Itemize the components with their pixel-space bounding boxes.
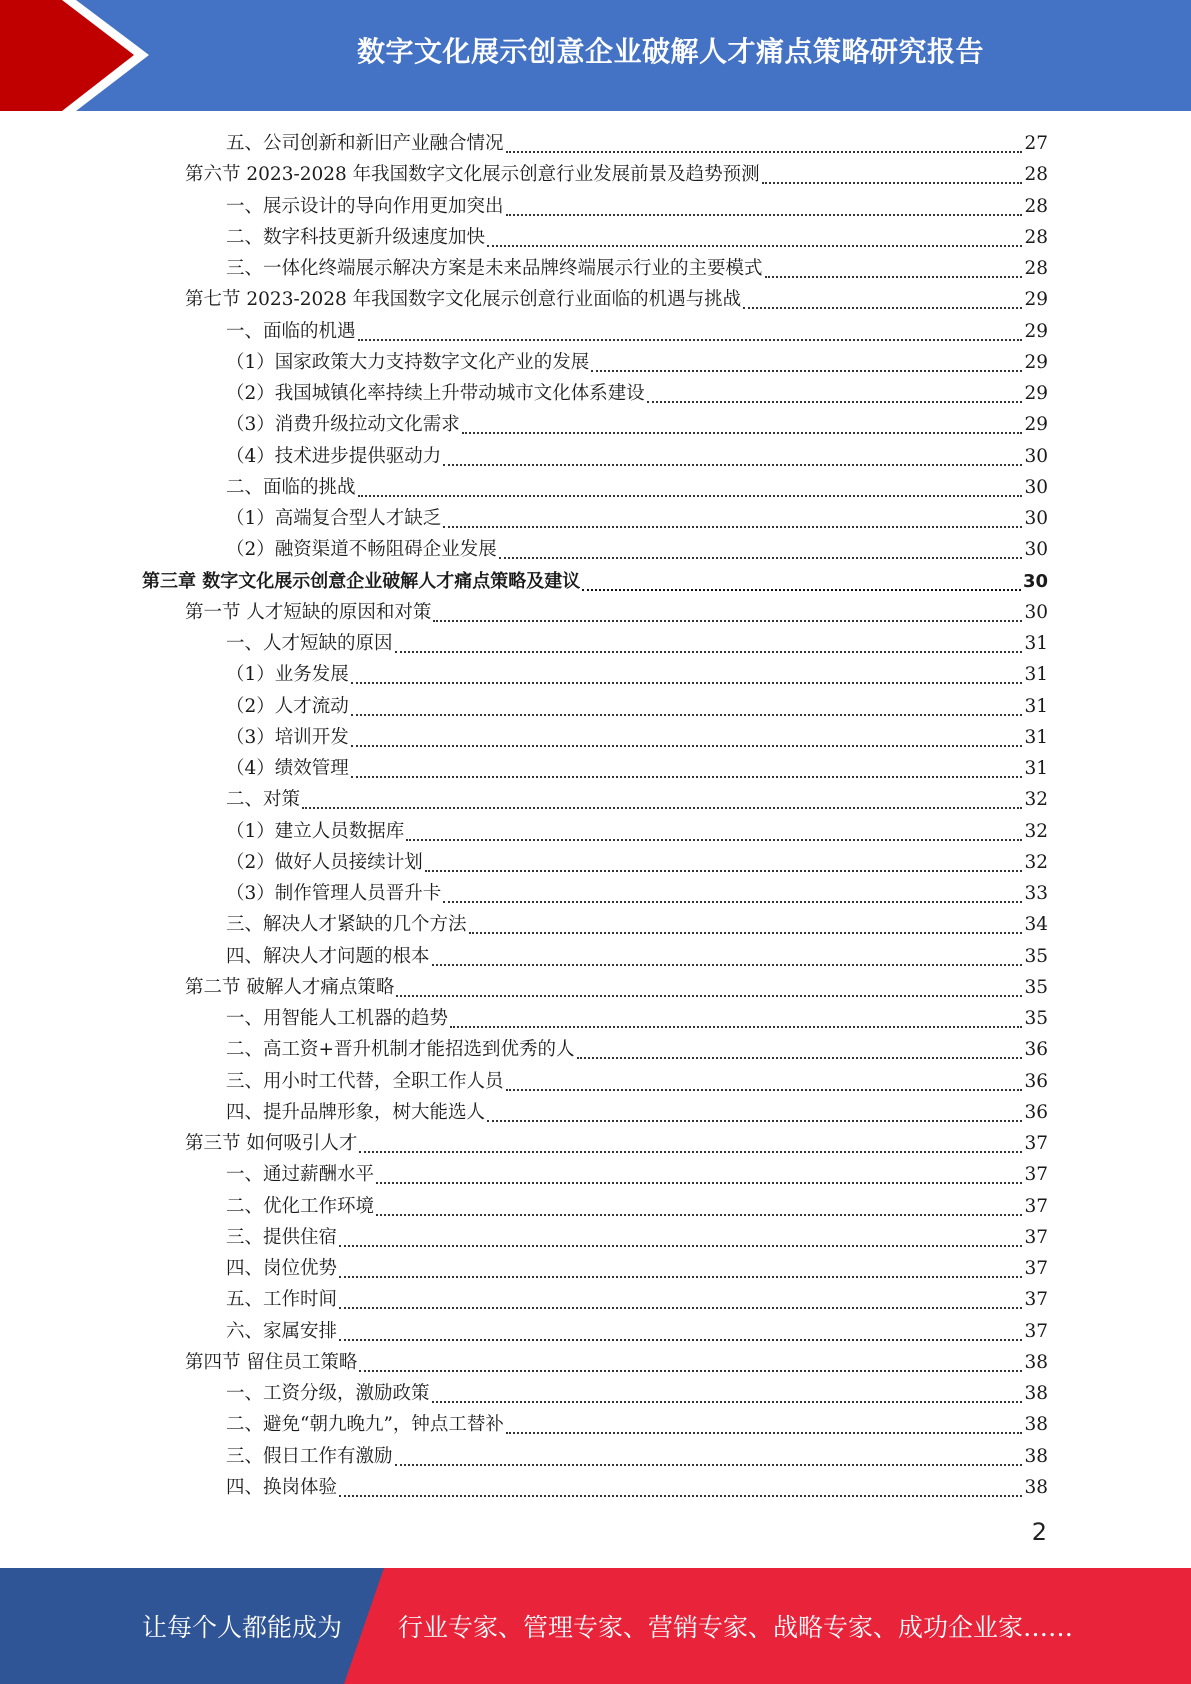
toc-subsection-entry[interactable] <box>226 909 1048 940</box>
toc-entry-page: 38 <box>1024 1445 1048 1467</box>
toc-subsection-entry[interactable] <box>226 503 1048 534</box>
toc-entry-title: 五、公司创新和新旧产业融合情况 <box>226 133 504 154</box>
toc-subsection-entry[interactable] <box>226 691 1048 722</box>
toc-subsection-entry[interactable] <box>226 128 1048 159</box>
toc-dot-leader <box>582 588 1021 591</box>
toc-entry-page: 31 <box>1024 726 1048 748</box>
page-header <box>0 0 1191 111</box>
toc-dot-leader <box>351 681 1023 684</box>
toc-dot-leader <box>462 431 1023 434</box>
toc-entry-title: （4）绩效管理 <box>226 758 349 779</box>
toc-dot-leader <box>506 1088 1023 1091</box>
footer-slogan-right: 行业专家、管理专家、营销专家、战略专家、成功企业家…… <box>398 1613 1074 1642</box>
toc-entry-title: 第六节 2023-2028 年我国数字文化展示创意行业发展前景及趋势预测 <box>185 164 760 186</box>
toc-subsection-entry[interactable] <box>226 378 1048 409</box>
toc-subsection-entry[interactable] <box>226 1066 1048 1097</box>
toc-entry-title: 二、优化工作环境 <box>226 1195 375 1217</box>
toc-subsection-entry[interactable] <box>226 1159 1048 1190</box>
toc-entry-page: 37 <box>1024 1289 1048 1311</box>
toc-entry-title: 二、面临的挑战 <box>226 476 356 498</box>
toc-subsection-entry[interactable] <box>226 1409 1048 1440</box>
report-title: 数字文化展示创意企业破解人才痛点策略研究报告 <box>356 35 984 68</box>
toc-dot-leader <box>450 1025 1022 1028</box>
toc-section-entry[interactable] <box>185 597 1048 628</box>
toc-dot-leader <box>432 1400 1023 1403</box>
toc-dot-leader <box>743 306 1022 309</box>
toc-entry-page: 31 <box>1024 695 1048 717</box>
toc-dot-leader <box>376 1181 1022 1184</box>
toc-entry-page: 28 <box>1024 258 1048 279</box>
toc-entry-page: 29 <box>1024 351 1048 373</box>
toc-dot-leader <box>577 1056 1023 1059</box>
toc-section-entry[interactable] <box>185 159 1048 190</box>
toc-dot-leader <box>396 994 1022 997</box>
toc-entry-page: 37 <box>1024 1164 1048 1186</box>
toc-entry-title: 三、提供住宿 <box>226 1226 338 1248</box>
toc-entry-title: （2）我国城镇化率持续上升带动城市文化体系建设 <box>226 383 645 404</box>
toc-entry-title: 一、工资分级，激励政策 <box>226 1383 430 1404</box>
toc-entry-page: 37 <box>1024 1226 1048 1248</box>
toc-subsection-entry[interactable] <box>226 1284 1048 1315</box>
toc-entry-title: 四、换岗体验 <box>226 1476 338 1498</box>
toc-subsection-entry[interactable] <box>226 253 1048 284</box>
toc-subsection-entry[interactable] <box>226 222 1048 253</box>
toc-entry-title: 第七节 2023-2028 年我国数字文化展示创意行业面临的机遇与挑战 <box>185 289 742 311</box>
toc-entry-page: 31 <box>1024 633 1048 654</box>
toc-entry-title: 六、家属安排 <box>226 1320 338 1342</box>
toc-entry-page: 29 <box>1024 289 1048 311</box>
toc-subsection-entry[interactable] <box>226 347 1048 378</box>
toc-entry-title: （3）消费升级拉动文化需求 <box>226 414 460 436</box>
toc-entry-title: 四、提升品牌形象，树大能选人 <box>226 1101 486 1123</box>
toc-entry-page: 37 <box>1024 1320 1048 1342</box>
toc-entry-page: 30 <box>1024 476 1048 498</box>
toc-subsection-entry[interactable] <box>226 191 1048 222</box>
toc-entry-page: 32 <box>1024 820 1048 842</box>
toc-dot-leader <box>339 1275 1022 1278</box>
toc-entry-page: 35 <box>1024 1008 1048 1029</box>
toc-entry-title: 第二节 破解人才痛点策略 <box>185 976 395 998</box>
toc-dot-leader <box>395 650 1023 653</box>
toc-entry-title: 第三节 如何吸引人才 <box>185 1133 358 1154</box>
toc-entry-title: 二、数字科技更新升级速度加快 <box>226 226 486 248</box>
toc-entry-page: 38 <box>1024 1383 1048 1404</box>
toc-entry-page: 37 <box>1024 1133 1048 1154</box>
toc-entry-page: 30 <box>1024 445 1048 467</box>
toc-dot-leader <box>339 1244 1022 1247</box>
toc-section-entry[interactable] <box>185 1128 1048 1159</box>
toc-entry-title: （1）高端复合型人才缺乏 <box>226 508 442 529</box>
toc-entry-page: 28 <box>1024 164 1048 186</box>
toc-entry-title: 三、用小时工代替，全职工作人员 <box>226 1070 504 1092</box>
toc-entry-page: 31 <box>1024 758 1048 779</box>
toc-dot-leader <box>499 556 1023 559</box>
toc-dot-leader <box>302 806 1022 809</box>
toc-subsection-entry[interactable] <box>226 1097 1048 1128</box>
toc-dot-leader <box>487 1119 1022 1122</box>
toc-dot-leader <box>647 400 1023 403</box>
toc-subsection-entry[interactable] <box>226 659 1048 690</box>
toc-entry-page: 31 <box>1024 664 1048 686</box>
toc-entry-page: 37 <box>1024 1258 1048 1279</box>
toc-entry-title: 第三章 数字文化展示创意企业破解人才痛点策略及建议 <box>142 570 581 592</box>
toc-entry-page: 37 <box>1024 1195 1048 1217</box>
toc-dot-leader <box>443 900 1022 903</box>
toc-dot-leader <box>506 1431 1023 1434</box>
toc-entry-page: 30 <box>1024 508 1048 529</box>
toc-entry-title: （2）融资渠道不畅阻碍企业发展 <box>226 539 497 561</box>
toc-section-entry[interactable] <box>185 1347 1048 1378</box>
toc-section-entry[interactable] <box>185 284 1048 315</box>
toc-entry-title: （2）人才流动 <box>226 695 349 717</box>
toc-entry-page: 29 <box>1024 414 1048 436</box>
toc-subsection-entry[interactable] <box>226 1441 1048 1472</box>
toc-entry-page: 38 <box>1024 1476 1048 1498</box>
toc-dot-leader <box>469 931 1023 934</box>
toc-entry-title: （4）技术进步提供驱动力 <box>226 445 442 467</box>
toc-dot-leader <box>359 1369 1022 1372</box>
toc-entry-page: 35 <box>1024 945 1048 967</box>
toc-dot-leader <box>358 494 1023 497</box>
toc-subsection-entry[interactable] <box>226 1316 1048 1347</box>
toc-entry-title: 一、用智能人工机器的趋势 <box>226 1008 449 1029</box>
toc-subsection-entry[interactable] <box>226 409 1048 440</box>
toc-subsection-entry[interactable] <box>226 628 1048 659</box>
toc-dot-leader <box>376 1213 1022 1216</box>
toc-entry-title: （1）建立人员数据库 <box>226 820 405 842</box>
toc-entry-title: 二、避免“朝九晚九”，钟点工替补 <box>226 1414 504 1436</box>
toc-dot-leader <box>591 369 1022 372</box>
toc-entry-page: 35 <box>1024 976 1048 998</box>
toc-entry-page: 34 <box>1024 914 1048 936</box>
toc-dot-leader <box>359 1150 1022 1153</box>
toc-subsection-entry[interactable] <box>226 941 1048 972</box>
toc-subsection-entry[interactable] <box>226 1003 1048 1034</box>
toc-subsection-entry[interactable] <box>226 1034 1048 1065</box>
toc-entry-title: 五、工作时间 <box>226 1289 338 1311</box>
toc-subsection-entry[interactable] <box>226 1222 1048 1253</box>
toc-entry-title: 一、面临的机遇 <box>226 320 356 342</box>
toc-entry-title: （2）做好人员接续计划 <box>226 851 423 873</box>
toc-subsection-entry[interactable] <box>226 816 1048 847</box>
toc-dot-leader <box>339 1306 1022 1309</box>
toc-subsection-entry[interactable] <box>226 472 1048 503</box>
toc-dot-leader <box>443 525 1022 528</box>
toc-entry-title: 二、高工资+晋升机制才能招选到优秀的人 <box>226 1039 575 1061</box>
toc-dot-leader <box>395 1463 1023 1466</box>
toc-subsection-entry[interactable] <box>226 534 1048 565</box>
toc-entry-page: 36 <box>1024 1039 1048 1061</box>
toc-dot-leader <box>406 838 1022 841</box>
toc-entry-page: 30 <box>1024 601 1048 623</box>
toc-entry-page: 28 <box>1024 195 1048 217</box>
toc-subsection-entry[interactable] <box>226 1472 1048 1503</box>
toc-entry-page: 32 <box>1024 851 1048 873</box>
toc-entry-title: 三、解决人才紧缺的几个方法 <box>226 914 467 936</box>
toc-subsection-entry[interactable] <box>226 1191 1048 1222</box>
toc-subsection-entry[interactable] <box>226 847 1048 878</box>
toc-dot-leader <box>351 713 1023 716</box>
toc-subsection-entry[interactable] <box>226 441 1048 472</box>
toc-dot-leader <box>339 1494 1022 1497</box>
toc-dot-leader <box>765 275 1023 278</box>
toc-subsection-entry[interactable] <box>226 784 1048 815</box>
toc-subsection-entry[interactable] <box>226 722 1048 753</box>
toc-entry-page: 38 <box>1024 1351 1048 1373</box>
toc-entry-title: 一、展示设计的导向作用更加突出 <box>226 195 504 217</box>
toc-subsection-entry[interactable] <box>226 878 1048 909</box>
toc-dot-leader <box>358 338 1023 341</box>
toc-entry-page: 30 <box>1024 539 1048 561</box>
toc-entry-page: 32 <box>1024 789 1048 811</box>
toc-chapter-entry[interactable] <box>142 566 1048 597</box>
toc-entry-title: 四、解决人才问题的根本 <box>226 945 430 967</box>
toc-entry-title: （1）国家政策大力支持数字文化产业的发展 <box>226 351 590 373</box>
toc-entry-page: 36 <box>1024 1101 1048 1123</box>
toc-entry-page: 28 <box>1024 226 1048 248</box>
toc-entry-title: 三、一体化终端展示解决方案是未来品牌终端展示行业的主要模式 <box>226 258 763 279</box>
toc-dot-leader <box>432 963 1023 966</box>
toc-dot-leader <box>351 775 1023 778</box>
toc-entry-page: 29 <box>1024 383 1048 404</box>
toc-dot-leader <box>487 244 1022 247</box>
toc-subsection-entry[interactable] <box>226 1253 1048 1284</box>
toc-entry-title: （3）制作管理人员晋升卡 <box>226 883 442 904</box>
toc-entry-page: 29 <box>1024 320 1048 342</box>
toc-entry-title: 第一节 人才短缺的原因和对策 <box>185 601 432 623</box>
toc-entry-title: （1）业务发展 <box>226 664 349 686</box>
footer-slogan-left: 让每个人都能成为 <box>142 1613 343 1642</box>
toc-dot-leader <box>351 744 1023 747</box>
toc-dot-leader <box>443 463 1022 466</box>
toc-subsection-entry[interactable] <box>226 753 1048 784</box>
toc-entry-title: 二、对策 <box>226 789 301 811</box>
page-footer <box>0 1568 1191 1684</box>
toc-entry-page: 36 <box>1024 1070 1048 1092</box>
toc-dot-leader <box>506 213 1023 216</box>
toc-entry-page: 38 <box>1024 1414 1048 1436</box>
toc-dot-leader <box>433 619 1022 622</box>
toc-entry-title: 一、人才短缺的原因 <box>226 633 393 654</box>
toc-entry-title: 四、岗位优势 <box>226 1258 338 1279</box>
toc-entry-title: 第四节 留住员工策略 <box>185 1351 358 1373</box>
toc-dot-leader <box>506 150 1023 153</box>
toc-subsection-entry[interactable] <box>226 1378 1048 1409</box>
toc-dot-leader <box>762 181 1023 184</box>
toc-dot-leader <box>339 1338 1022 1341</box>
toc-entry-title: 一、通过薪酬水平 <box>226 1164 375 1186</box>
toc-entry-title: （3）培训开发 <box>226 726 349 748</box>
toc-entry-page: 33 <box>1024 883 1048 904</box>
toc-section-entry[interactable] <box>185 972 1048 1003</box>
toc-entry-page: 27 <box>1024 133 1048 154</box>
toc-subsection-entry[interactable] <box>226 316 1048 347</box>
toc-dot-leader <box>425 869 1023 872</box>
toc-entry-title: 三、假日工作有激励 <box>226 1445 393 1467</box>
page-number: 2 <box>1031 1518 1047 1546</box>
toc-entry-page: 30 <box>1022 570 1048 592</box>
